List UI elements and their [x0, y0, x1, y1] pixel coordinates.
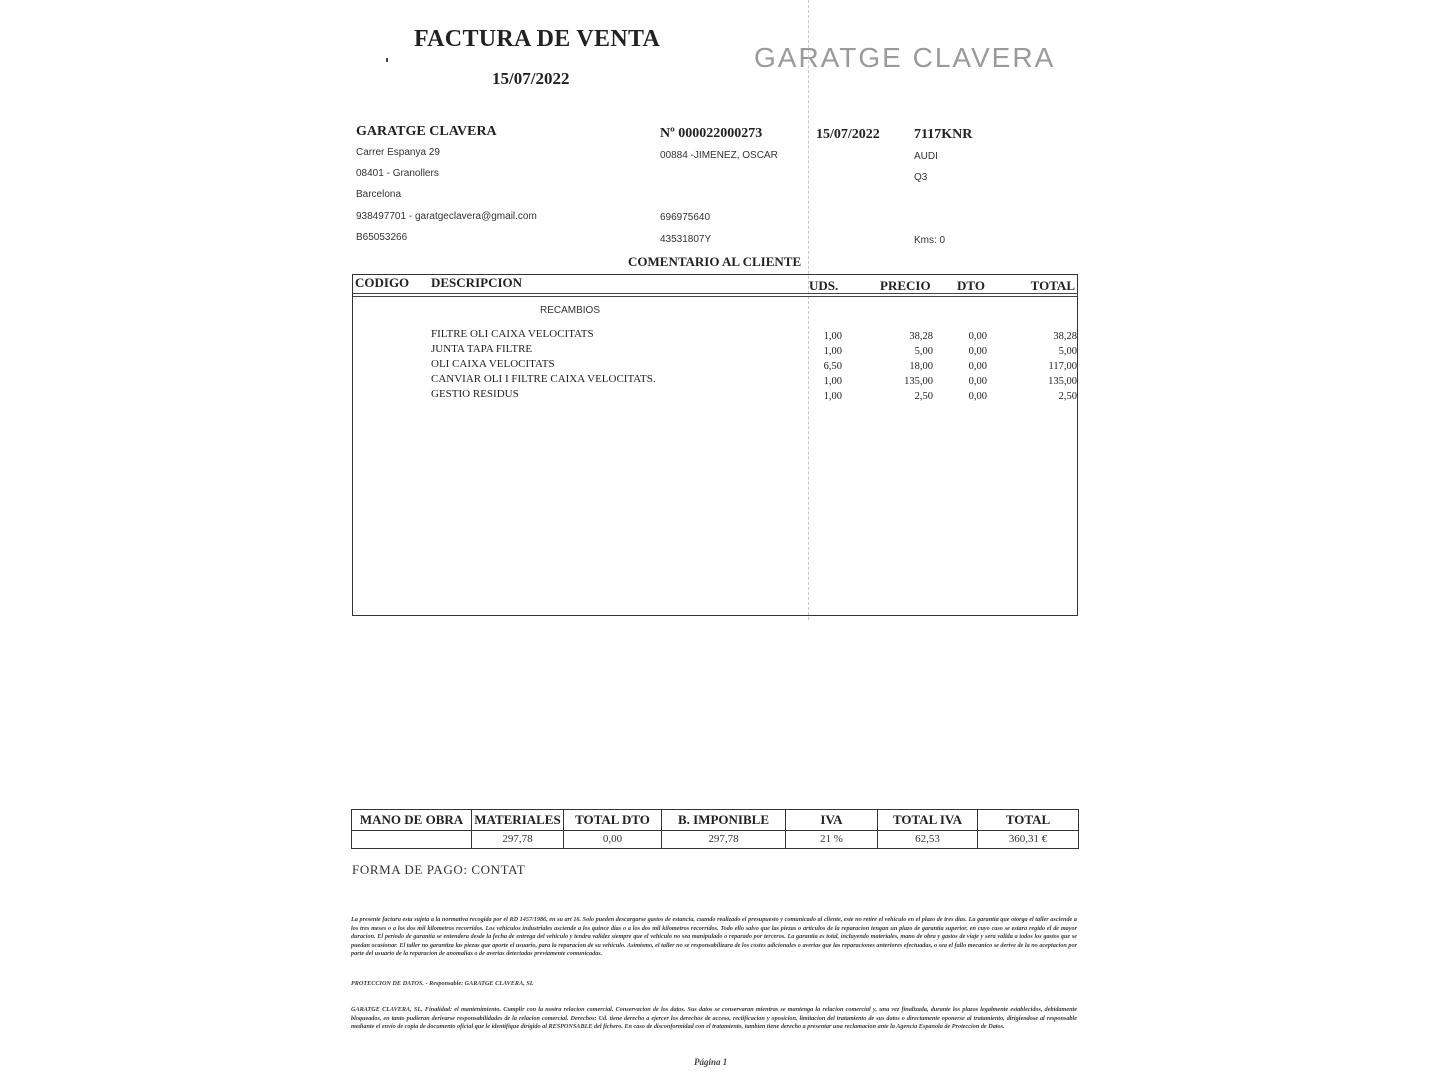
item-total: 38,28: [1053, 331, 1077, 342]
col-header-description: DESCRIPCION: [431, 275, 523, 290]
invoice-number: Nº 000022000273: [660, 126, 763, 141]
totals-header-grand-total: TOTAL: [978, 810, 1079, 831]
totals-vat-rate: 21 %: [786, 830, 878, 848]
page-number: Página 1: [694, 1057, 728, 1067]
company-city: 08401 - Granollers: [356, 168, 439, 179]
totals-header-labor: MANO DE OBRA: [352, 810, 472, 831]
items-table: [352, 274, 1078, 616]
item-discount: 0,00: [968, 361, 987, 372]
comment-title: COMENTARIO AL CLIENTE: [628, 254, 802, 269]
company-province: Barcelona: [356, 189, 402, 200]
item-discount: 0,00: [968, 391, 987, 402]
company-address: Carrer Espanya 29: [356, 147, 440, 158]
col-header-discount: DTO: [957, 278, 985, 293]
totals-header-vat-rate: IVA: [786, 810, 878, 831]
item-price: 2,50: [914, 391, 933, 402]
customer-id: 43531807Y: [660, 234, 712, 245]
data-protection-text: GARATGE CLAVERA, SL. Finalidad: el mantenimiento. Cumplir con la nostra relacion comercial. Conservacion de los datos. Sus datos se conservaran mientras se mantenga la relacion comercial y, una vez finalizada, durante los plazos legalmente establecidos, debidamente bloqueados, en tanto pudieran derivarse responsabilidades de la relacion comercial. Derechos: Ud. tiene derecho a ejercer los derechos de acceso, rectificacion y oposicion, limitacion del tratamiento de sus datos o directamente oponerse al tratamiento, dirigiendose al responsable mediante el envio de copia de documento oficial que le identifique dirigido al RESPONSABLE del fichero. En caso de disconformidad con el tratamiento, tambien tiene derecho a presentar una reclamacion ante la Agencia Espanola de Proteccion de Datos.: [351, 1006, 1077, 1031]
item-price: 38,28: [909, 331, 933, 342]
totals-table: [351, 809, 1079, 849]
item-units: 1,00: [823, 346, 842, 357]
customer-phone: 696975640: [660, 212, 711, 223]
totals-taxable-base: 297,78: [662, 830, 786, 848]
item-total: 135,00: [1048, 376, 1077, 387]
document-date: 15/07/2022: [492, 69, 570, 88]
totals-grand-total: 360,31 €: [978, 830, 1079, 848]
document-title: FACTURA DE VENTA: [414, 26, 661, 52]
totals-materials: 297,78: [472, 830, 564, 848]
totals-value-row: [352, 830, 1079, 848]
item-units: 1,00: [823, 331, 842, 342]
item-units: 1,00: [823, 376, 842, 387]
item-description: FILTRE OLI CAIXA VELOCITATS: [431, 328, 594, 340]
item-total: 117,00: [1048, 361, 1077, 372]
customer-name: 00884 -JIMENEZ, OSCAR: [660, 150, 778, 161]
item-price: 5,00: [914, 346, 933, 357]
company-stamp: GARATGE CLAVERA: [754, 42, 1056, 73]
item-total: 2,50: [1058, 391, 1077, 402]
legal-warranty-text: La presente factura esta sujeta a la normativa recogida por el RD 1457/1986, en su art 16. Solo pueden descargarse gastos de estancia, cuando realizado el presupuesto y comunicado al cliente, este no retire el vehiculo en el plazo de tres dias. La garantia que otorga el taller asciende a los tres meses o a los dos mil kilometros recorridos. Los vehiculos industriales asciende a los quince dias o a los dos mil kilometros recorridos. Todo ello salvo que las piezas o articulos de la reparacion tengan un plazo de garantia superior, en cuyo caso se estara regido el de mayor duracion. El periodo de garantia se entendera desde la fecha de entrega del vehiculo y tendra validez siempre que el vehiculo no sea manipulado o reparado por terceros. La garantia es total, incluyendo materiales, mano de obra y gastos de viaje y sera valida a todos los gastos que se puedan ocasionar. El taller no garantiza las piezas que aporte el usuario, para la reparacion de su vehiculo. Asimismo, el taller no se responsabilizara de los costes adicionales o averias que las reparaciones anteriores efectuadas, o sea el fallo mecanico se derive de la no aceptacion por parte del usuario de la reparacion de anomalias o de averias detectadas previamente comunicadas.: [351, 916, 1077, 958]
col-header-total: TOTAL: [1030, 278, 1075, 293]
item-units: 6,50: [823, 361, 842, 372]
totals-header-materials: MATERIALES: [472, 810, 564, 831]
invoice-date: 15/07/2022: [816, 127, 880, 142]
col-header-units: UDS.: [809, 278, 839, 293]
totals-vat-total: 62,53: [878, 830, 978, 848]
totals-labor: [352, 830, 472, 848]
scan-speck: [386, 58, 388, 62]
col-header-code: CODIGO: [355, 275, 410, 290]
header-divider-double: [353, 296, 1077, 297]
item-description: CANVIAR OLI I FILTRE CAIXA VELOCITATS.: [431, 373, 656, 385]
payment-method: FORMA DE PAGO: CONTAT: [352, 862, 526, 877]
vehicle-plate: 7117KNR: [914, 127, 973, 142]
company-name: GARATGE CLAVERA: [356, 124, 497, 139]
section-label-parts: RECAMBIOS: [540, 305, 601, 316]
vehicle-model: Q3: [914, 172, 928, 183]
item-description: JUNTA TAPA FILTRE: [431, 343, 533, 355]
vehicle-make: AUDI: [914, 151, 938, 162]
data-protection-title: PROTECCION DE DATOS. - Responsable: GARATGE CLAVERA, SL: [351, 980, 534, 987]
vehicle-km: Kms: 0: [914, 235, 946, 246]
col-header-price: PRECIO: [880, 278, 931, 293]
company-tax-id: B65053266: [356, 232, 408, 243]
item-total: 5,00: [1058, 346, 1077, 357]
totals-header-discount: TOTAL DTO: [564, 810, 662, 831]
totals-header-taxable-base: B. IMPONIBLE: [662, 810, 786, 831]
item-units: 1,00: [823, 391, 842, 402]
totals-discount: 0,00: [564, 830, 662, 848]
company-contact: 938497701 - garatgeclavera@gmail.com: [356, 211, 537, 222]
item-price: 18,00: [909, 361, 933, 372]
item-description: OLI CAIXA VELOCITATS: [431, 358, 555, 370]
totals-header-vat-total: TOTAL IVA: [878, 810, 978, 831]
totals-header-row: [352, 810, 1079, 831]
item-discount: 0,00: [968, 376, 987, 387]
item-discount: 0,00: [968, 331, 987, 342]
item-price: 135,00: [904, 376, 933, 387]
item-description: GESTIO RESIDUS: [431, 388, 519, 400]
item-discount: 0,00: [968, 346, 987, 357]
